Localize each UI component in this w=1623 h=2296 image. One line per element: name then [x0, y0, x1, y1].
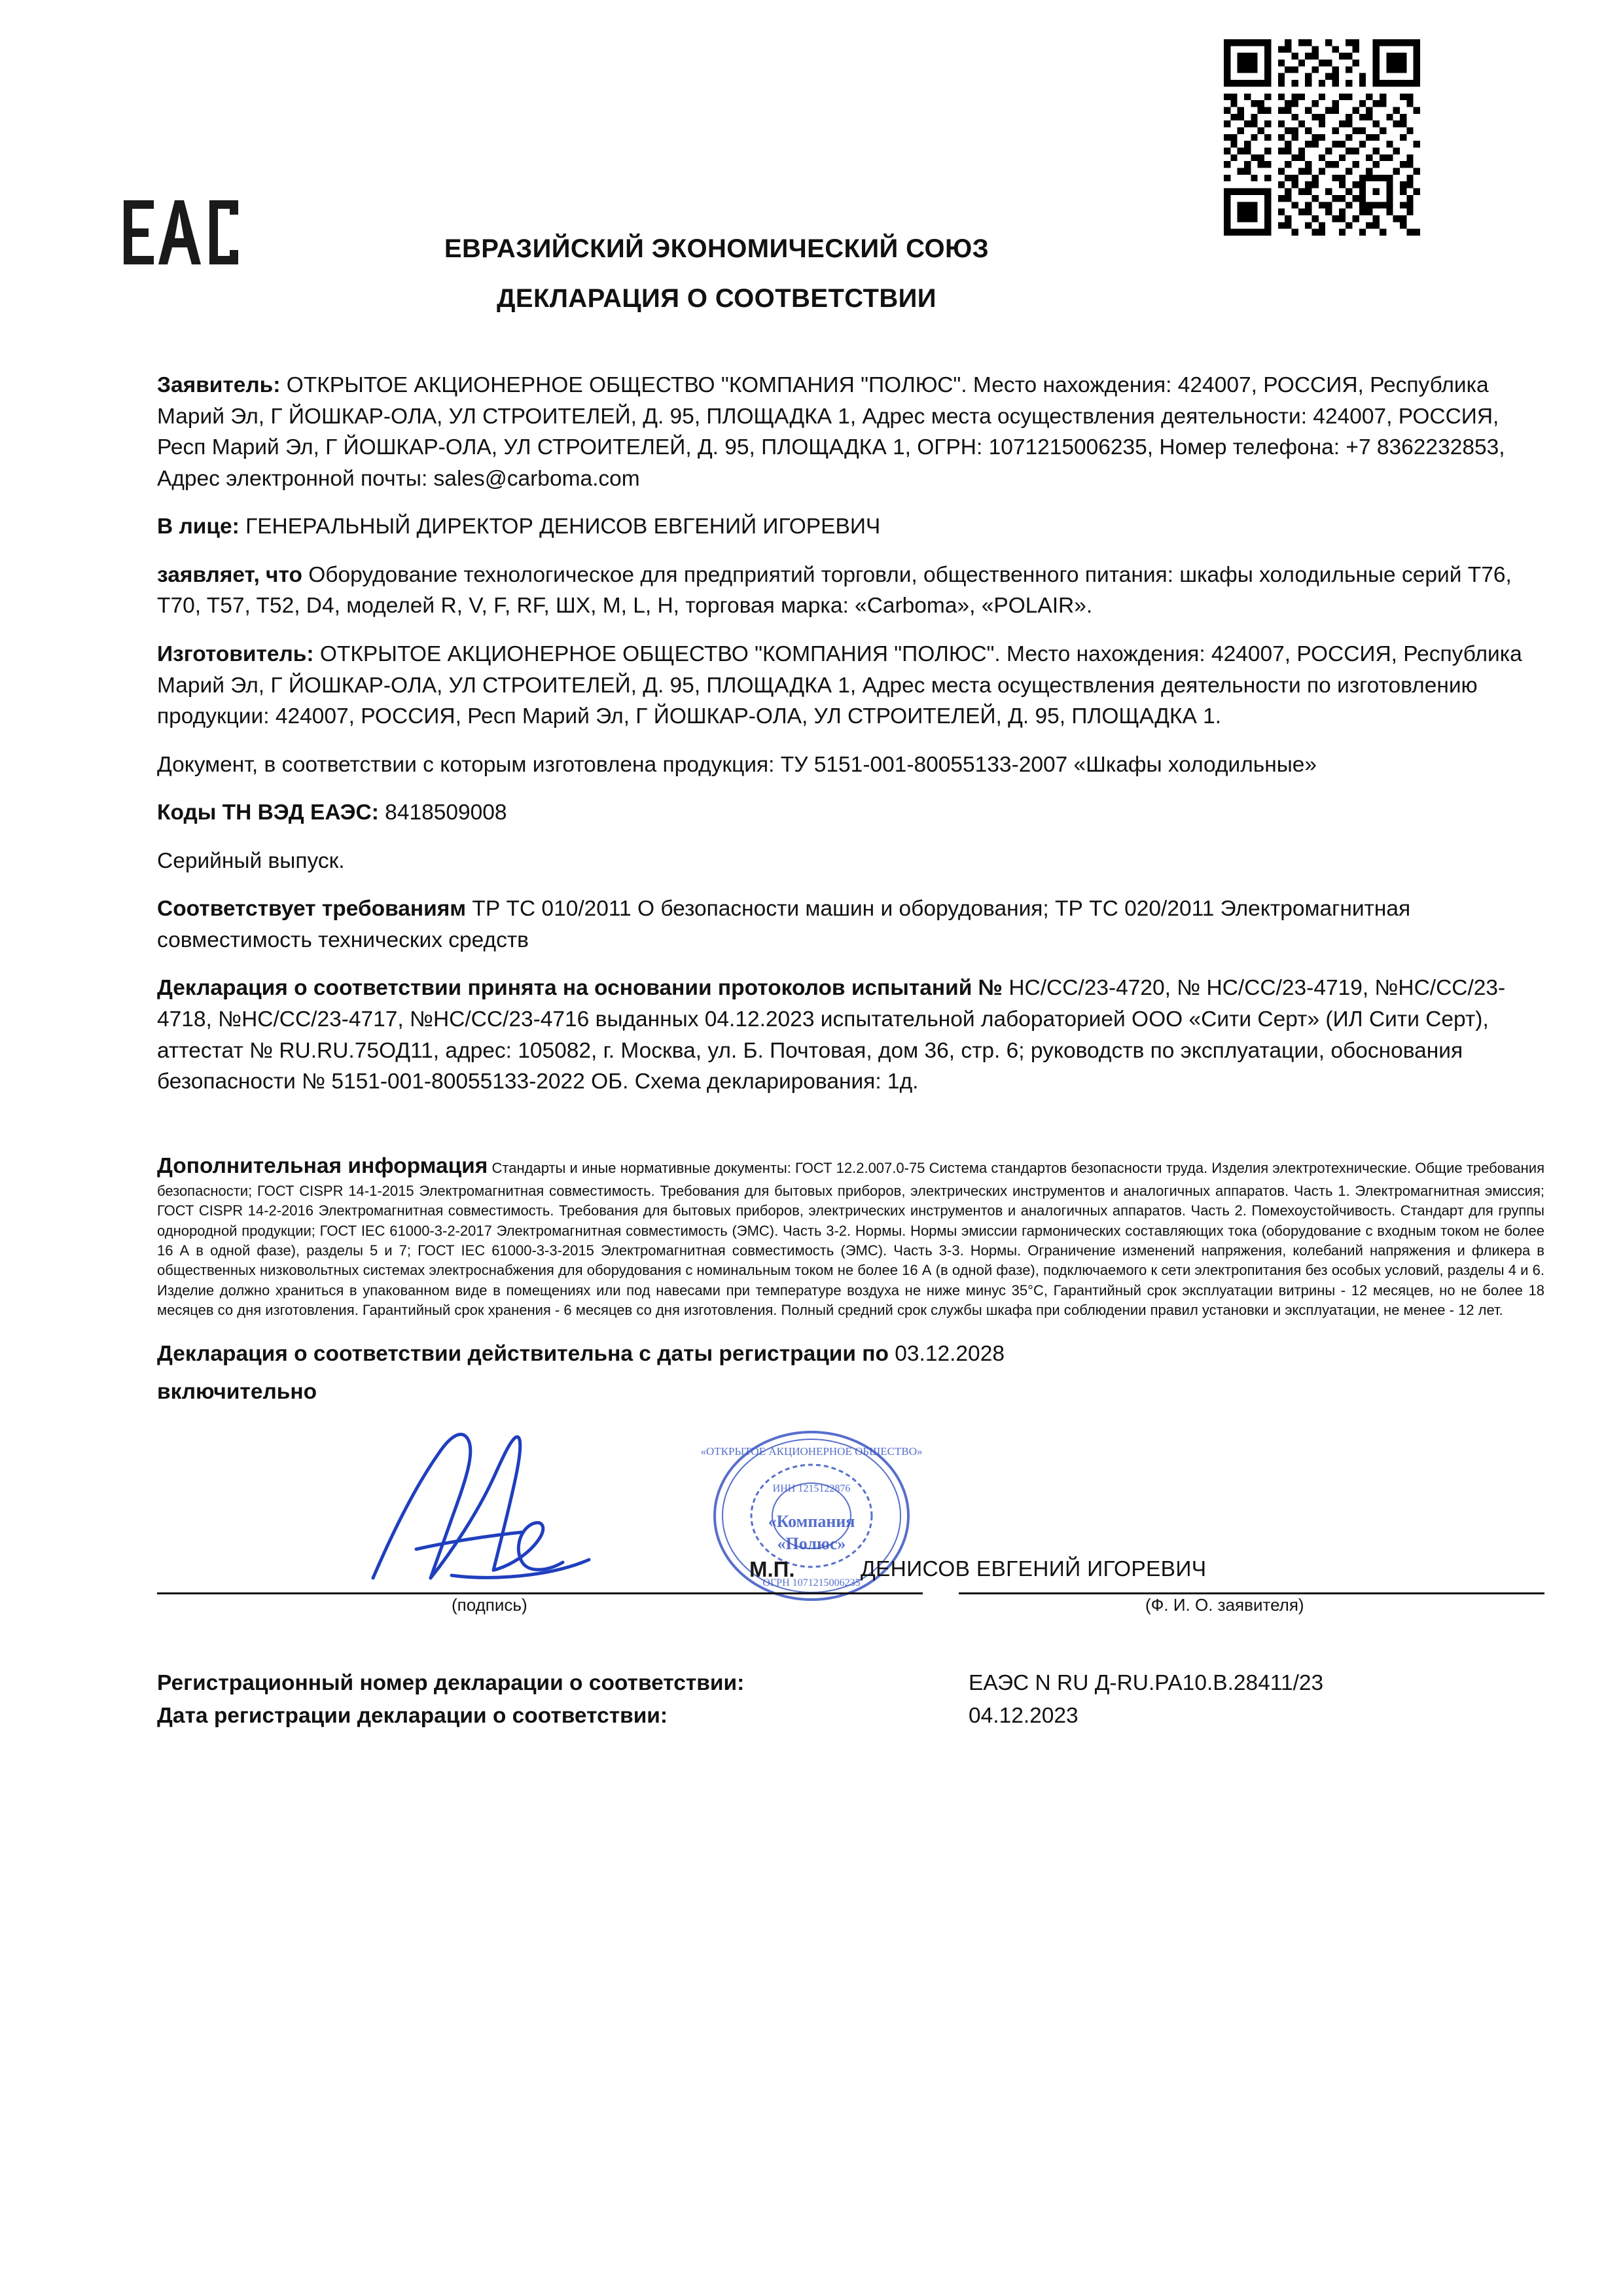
applicant-text: ОТКРЫТОЕ АКЦИОНЕРНОЕ ОБЩЕСТВО "КОМПАНИЯ "ПОЛЮС". Место нахождения: 424007, РОССИЯ, Республика Марий Эл, Г ЙОШКАР-ОЛА, УЛ СТРОИТЕЛЕЙ, Д. 95, ПЛОЩАДКА 1, Адрес места осуществления деятельности: 424007, РОССИЯ, Респ Марий Эл, Г ЙОШКАР-ОЛА, УЛ СТРОИТЕЛЕЙ, Д. 95, ПЛОЩАДКА 1, ОГРН: 1071215006235, Номер телефона: +7 8362232853, Адрес электронной почты: sales@carboma.com: [157, 373, 1505, 491]
manufacturer-label: Изготовитель:: [157, 641, 314, 666]
signature-caption-right: (Ф. И. О. заявителя): [1145, 1594, 1304, 1615]
representative-paragraph: [157, 511, 1544, 543]
protocols-label: Декларация о соответствии принята на основании протоколов испытаний №: [157, 976, 1003, 1001]
document-basis-paragraph: Документ, в соответствии с которым изготовлена продукция: ТУ 5151-001-80055133-2007 «Шкафы холодильные»: [157, 752, 1317, 777]
mp-label: М.П.: [749, 1556, 795, 1581]
signature-line-right: [959, 1592, 1544, 1594]
stamp-text-company: «Компания: [768, 1511, 855, 1531]
representative-label: В лице:: [157, 514, 240, 539]
declares-paragraph: [157, 560, 1544, 622]
eac-mark-icon: [121, 196, 252, 268]
validity-label: Декларация о соответствии действительна с даты регистрации по: [157, 1342, 889, 1367]
validity-tail-text: включительно: [157, 1379, 317, 1404]
tnved-paragraph: [157, 797, 1544, 829]
document-header: [0, 0, 1623, 353]
stamp-text-inn: ИНН 1215122876: [772, 1482, 851, 1494]
document-title-block: [281, 232, 1152, 315]
stamp-text-ogrn: ОГРН 1071215006235: [762, 1577, 861, 1588]
applicant-label: Заявитель:: [157, 373, 281, 397]
registration-date-value: 04.12.2023: [969, 1703, 1079, 1728]
qr-code-icon: [1224, 39, 1420, 236]
registration-number-value: ЕАЭС N RU Д-RU.РА10.В.28411/23: [969, 1670, 1324, 1695]
conformity-paragraph: [157, 893, 1544, 956]
conformity-text: ТР ТС 010/2011 О безопасности машин и оборудования; ТР ТС 020/2011 Электромагнитная совместимость технических средств: [157, 897, 1411, 952]
validity-paragraph: [157, 1338, 1544, 1370]
page-subtitle: ДЕКЛАРАЦИЯ О СООТВЕТСТВИИ: [497, 284, 936, 313]
signature-line-left: [157, 1592, 923, 1594]
signer-name: ДЕНИСОВ ЕВГЕНИЙ ИГОРЕВИЧ: [861, 1556, 1207, 1581]
representative-text: ГЕНЕРАЛЬНЫЙ ДИРЕКТОР ДЕНИСОВ ЕВГЕНИЙ ИГОРЕВИЧ: [239, 514, 881, 539]
company-stamp: [674, 1421, 949, 1611]
registration-date-label: Дата регистрации декларации о соответствии:: [157, 1703, 668, 1728]
additional-info-label: Дополнительная информация: [157, 1153, 488, 1178]
signature-caption-left: (подпись): [452, 1594, 527, 1615]
registration-number-row: [157, 1667, 1544, 1700]
manufacturer-text: ОТКРЫТОЕ АКЦИОНЕРНОЕ ОБЩЕСТВО "КОМПАНИЯ "ПОЛЮС". Место нахождения: 424007, РОССИЯ, Республика Марий Эл, Г ЙОШКАР-ОЛА, УЛ СТРОИТЕЛЕЙ, Д. 95, ПЛОЩАДКА 1, Адрес места осуществления деятельности по изготовлению продукции: 424007, РОССИЯ, Респ Марий Эл, Г ЙОШКАР-ОЛА, УЛ СТРОИТЕЛЕЙ, Д. 95, ПЛОЩАДКА 1.: [157, 641, 1522, 729]
registration-block: [157, 1667, 1544, 1733]
declares-text: Оборудование технологическое для предприятий торговли, общественного питания: шкафы холодильные серий T76, T70, T57, T52, D4, моделей R, V, F, RF, ШХ, M, L, H, торговая марка: «Carboma», «POLAIR».: [157, 562, 1512, 619]
stamp-text-polus: «Полюс»: [777, 1534, 846, 1553]
release-paragraph: Серийный выпуск.: [157, 848, 345, 873]
tnved-value: 8418509008: [378, 800, 507, 825]
validity-date: 03.12.2028: [888, 1342, 1005, 1367]
additional-info-text: Стандарты и иные нормативные документы: ГОСТ 12.2.007.0-75 Система стандартов безопасности труда. Изделия электротехнические. Общие требования безопасности; ГОСТ CISPR 14-1-2015 Электромагнитная совместимость. Требования для бытовых приборов, электрических инструментов и аналогичных аппаратов. Часть 1. Электромагнитная эмиссия; ГОСТ CISPR 14-2-2016 Электромагнитная совместимость. Требования для бытовых приборов, электрических инструментов и аналогичных аппаратов. Часть 2. Помехоустойчивость. Стандарт для группы однородной продукции; ГОСТ IEC 61000-3-2-2017 Электромагнитная совместимость (ЭМС). Часть 3-2. Нормы. Нормы эмиссии гармонических составляющих тока (оборудование с входным током не более 16 А в одной фазе), разделы 5 и 7; ГОСТ IEC 61000-3-3-2015 Электромагнитная совместимость (ЭМС). Часть 3-3. Нормы. Ограничение изменений напряжения, колебаний напряжения и фликера в общественных низковольтных системах электроснабжения для оборудования с номинальным током не более 16 А (в одной фазе), подключаемого к сети электропитания без особых условий, разделы 4 и 6. Изделие должно храниться в упакованном виде в помещениях или под навесами при температуре воздуха не ниже минус 35°С, Гарантийный срок эксплуатации витрины - 12 месяцев, но не более 18 месяцев со дня изготовления. Гарантийный срок хранения - 6 месяцев со дня изготовления. Полный средний срок службы шкафа при соблюдении правил установки и эксплуатации, не менее - 12 лет.: [157, 1159, 1544, 1319]
manufacturer-paragraph: [157, 639, 1544, 732]
tnved-label: Коды ТН ВЭД ЕАЭС:: [157, 800, 379, 825]
handwritten-signature: [353, 1414, 628, 1604]
protocols-text: НС/СС/23-4720, № НС/СС/23-4719, №НС/СС/23-4718, №НС/СС/23-4717, №НС/СС/23-4716 выданных 04.12.2023 испытательной лабораторией ООО «Сити Серт» (ИЛ Сити Серт), аттестат № RU.RU.75ОД11, адрес: 105082, г. Москва, ул. Б. Почтовая, дом 36, стр. 6; руководств по эксплуатации, обоснования безопасности № 5151-001-80055133-2022 ОБ. Схема декларирования: 1д.: [157, 976, 1506, 1094]
declares-label: заявляет, что: [157, 562, 302, 587]
document-body: [157, 370, 1544, 1732]
applicant-paragraph: [157, 370, 1544, 494]
registration-number-label: Регистрационный номер декларации о соответствии:: [157, 1670, 745, 1695]
conformity-label: Соответствует требованиям: [157, 897, 467, 922]
stamp-text-top: «ОТКРЫТОЕ АКЦИОНЕРНОЕ ОБЩЕСТВО»: [700, 1444, 923, 1458]
validity-tail: [157, 1376, 1544, 1408]
signature-rules: [157, 1592, 1544, 1595]
protocols-paragraph: [157, 973, 1544, 1097]
signature-zone: [157, 1414, 1544, 1630]
registration-date-row: [157, 1700, 1544, 1732]
spacer: [157, 1115, 1544, 1151]
additional-info-paragraph: [157, 1151, 1544, 1321]
page-title: ЕВРАЗИЙСКИЙ ЭКОНОМИЧЕСКИЙ СОЮЗ: [444, 234, 990, 263]
